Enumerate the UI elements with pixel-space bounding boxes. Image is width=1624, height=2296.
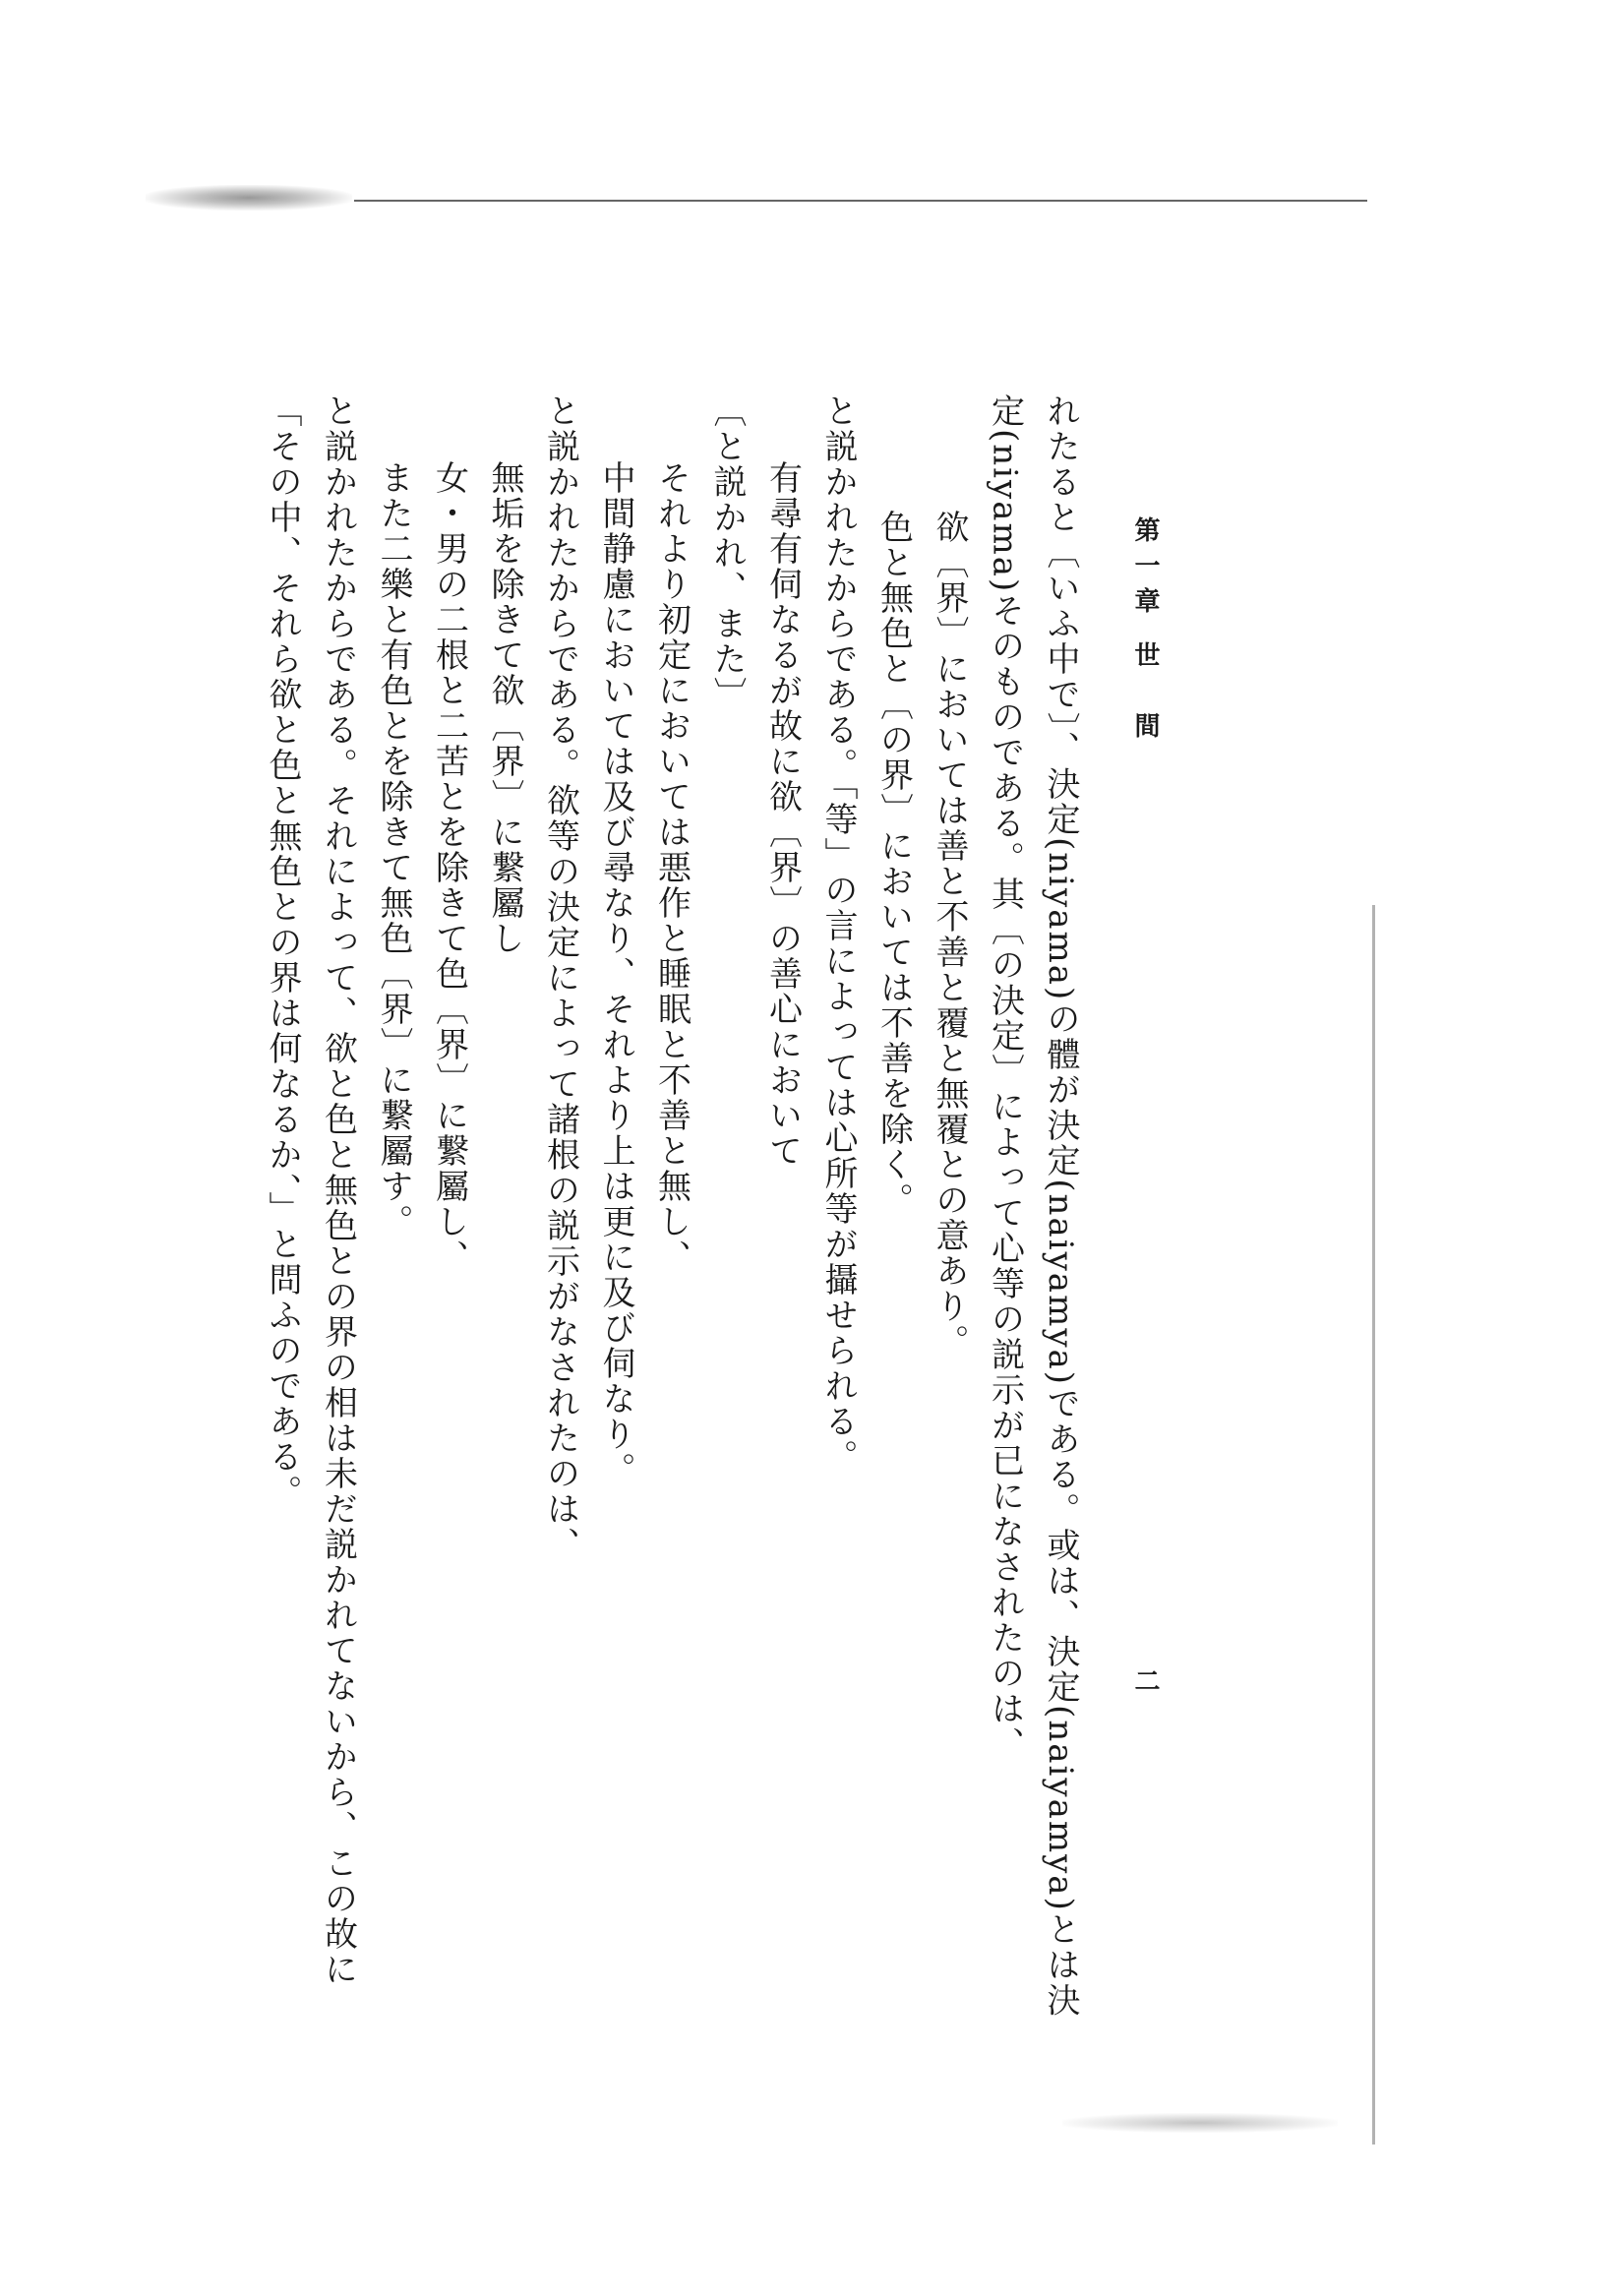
text-line: 無垢を除きて欲〔界〕に繋屬し xyxy=(485,460,524,956)
page-number: 二 xyxy=(1130,1667,1160,1693)
text-line: 中間静慮においては及び尋なり、それより上は更に及び伺なり。 xyxy=(596,460,635,1487)
text-line: 〔と説かれ、また〕 xyxy=(707,393,747,712)
text-line: 有尋有伺なるが故に欲〔界〕の善心において xyxy=(762,460,803,1169)
scan-smudge-bottom xyxy=(1062,2113,1338,2133)
text-line: と説かれたからである。それによって、欲と色と無色との界の相は未だ説かれてないから、この故に xyxy=(318,393,358,1987)
text-line: 色と無色と〔の界〕においては不善を除く。 xyxy=(873,510,914,1218)
text-line: と説かれたからである。「等」の言によっては心所等が攝せられる。 xyxy=(818,393,858,1475)
margin-rule xyxy=(1372,905,1375,2145)
text-line: れたると〔いふ中で〕、決定(niyama)の體が決定(naiyamya)である。或は、決定(naiyamya)とは決 xyxy=(1041,393,1080,2019)
text-line: また二樂と有色とを除きて無色〔界〕に繋屬す。 xyxy=(374,460,413,1239)
text-line: それより初定においては悪作と睡眠と不善と無し、 xyxy=(651,460,692,1275)
scan-smudge-top xyxy=(146,185,352,211)
text-line: 定(niyama)そのものである。其〔の決定〕によって心等の説示が已になされたのは、 xyxy=(985,393,1025,1763)
text-line: 欲〔界〕においては善と不善と覆と無覆との意あり。 xyxy=(930,510,969,1359)
header-rule xyxy=(354,200,1367,202)
text-line: 女・男の二根と二苦とを除きて色〔界〕に繋屬し、 xyxy=(429,460,469,1275)
body-text xyxy=(255,393,1089,2019)
text-line: と説かれたからである。欲等の決定によって諸根の説示がなされたのは、 xyxy=(540,393,580,1562)
running-header-chapter: 第一章 世 間 xyxy=(1130,516,1160,749)
text-line: 「その中、それら欲と色と無色との界は何なるか、」と問ふのである。 xyxy=(263,393,302,1510)
